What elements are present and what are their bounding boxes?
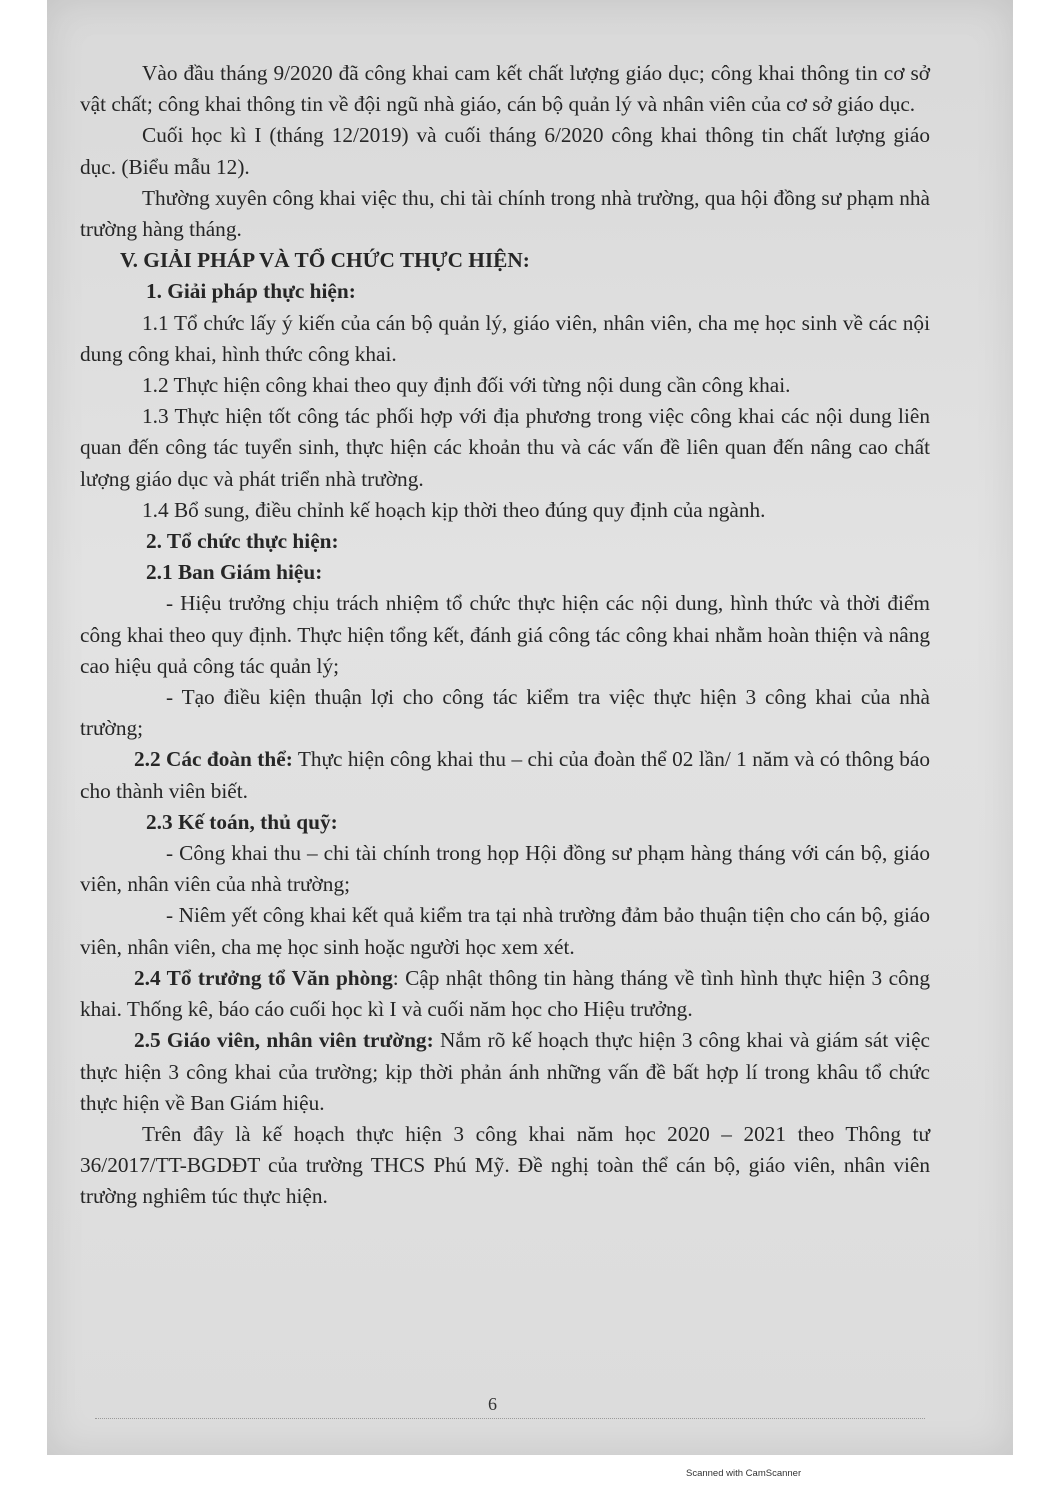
unions-label: 2.2 Các đoàn thể:: [134, 747, 293, 772]
paragraph-public-commitment: Vào đầu tháng 9/2020 đã công khai cam kết chất lượng giáo dục; công khai thông tin cơ sở vật chất; công khai thông tin về đội ngũ nhà giáo, cán bộ quản lý và nhân viên của cơ sở giáo dục.: [80, 61, 930, 117]
teachers-text: Nắm rõ kế hoạch thực hiện 3 công khai và giám sát việc thực hiện 3 công khai của trường; kịp thời phản ánh những vấn đề bất hợp lí trong khâu tổ chức thực hiện về Ban Giám hiệu.: [80, 1028, 930, 1115]
subheading-organization: 2. Tổ chức thực hiện:: [146, 529, 339, 554]
footer-divider: [95, 1418, 925, 1420]
teachers-label: 2.5 Giáo viên, nhân viên trường:: [134, 1028, 434, 1053]
accounting-item-finance: - Công khai thu – chi tài chính trong họp Hội đồng sư phạm hàng tháng với cán bộ, giáo viên, nhân viên của nhà trường;: [80, 841, 930, 897]
accounting-item-posting: - Niêm yết công khai kết quả kiểm tra tại nhà trường đảm bảo thuận tiện cho cán bộ, giáo viên, nhân viên, cha mẹ học sinh hoặc người học xem xét.: [80, 903, 930, 959]
item-1-2: 1.2 Thực hiện công khai theo quy định đối với từng nội dung cần công khai.: [142, 373, 791, 398]
unions-text: Thực hiện công khai thu – chi của đoàn thể 02 lần/ 1 năm và có thông báo cho thành viên biết.: [80, 747, 930, 803]
subheading-solutions: 1. Giải pháp thực hiện:: [146, 279, 356, 304]
section-heading-v: V. GIẢI PHÁP VÀ TỔ CHỨC THỰC HIỆN:: [120, 248, 530, 273]
subheading-accounting: 2.3 Kế toán, thủ quỹ:: [146, 809, 338, 834]
item-1-4: 1.4 Bổ sung, điều chỉnh kế hoạch kịp thời theo đúng quy định của ngành.: [142, 497, 766, 522]
office-head-label: 2.4 Tổ trưởng tổ Văn phòng: [134, 965, 393, 990]
paragraph-quality-info: Cuối học kì I (tháng 12/2019) và cuối tháng 6/2020 công khai thông tin chất lượng giáo dục. (Biểu mẫu 12).: [80, 123, 930, 179]
paragraph-office-head: [80, 963, 930, 1025]
board-item-conditions: - Tạo điều kiện thuận lợi cho công tác kiểm tra việc thực hiện 3 công khai của nhà trường;: [80, 685, 930, 741]
paragraph-teachers: [80, 1025, 930, 1119]
item-1-1: 1.1 Tổ chức lấy ý kiến của cán bộ quản lý, giáo viên, nhân viên, cha mẹ học sinh về các nội dung công khai, hình thức công khai.: [80, 310, 930, 366]
paragraph-closing: Trên đây là kế hoạch thực hiện 3 công khai năm học 2020 – 2021 theo Thông tư 36/2017/TT-BGDĐT của trường THCS Phú Mỹ. Đề nghị toàn thể cán bộ, giáo viên, nhân viên trường nghiêm túc thực hiện.: [80, 1121, 930, 1209]
page-number: 6: [488, 1394, 497, 1414]
document-body: [80, 58, 930, 1213]
paragraph-finance-disclosure: Thường xuyên công khai việc thu, chi tài chính trong nhà trường, qua hội đồng sư phạm nhà trường hàng tháng.: [80, 185, 930, 242]
office-head-text: : Cập nhật thông tin hàng tháng về tình hình thực hiện 3 công khai. Thống kê, báo cáo cuối học kì I và cuối năm học cho Hiệu trưởng.: [80, 965, 930, 1022]
camscanner-footer: Scanned with CamScanner: [686, 1468, 802, 1479]
subheading-board: 2.1 Ban Giám hiệu:: [146, 560, 323, 585]
paragraph-unions: [80, 744, 930, 806]
item-1-3: 1.3 Thực hiện tốt công tác phối hợp với địa phương trong việc công khai các nội dung liên quan đến công tác tuyển sinh, thực hiện các khoản thu và các vấn đề liên quan đến nâng cao chất lượng giáo dục và phát triển nhà trường.: [80, 404, 930, 491]
board-item-principal: - Hiệu trưởng chịu trách nhiệm tổ chức thực hiện các nội dung, hình thức và thời điểm công khai theo quy định. Thực hiện tổng kết, đánh giá công tác công khai nhằm hoàn thiện và nâng cao hiệu quả công tác quản lý;: [80, 591, 930, 678]
